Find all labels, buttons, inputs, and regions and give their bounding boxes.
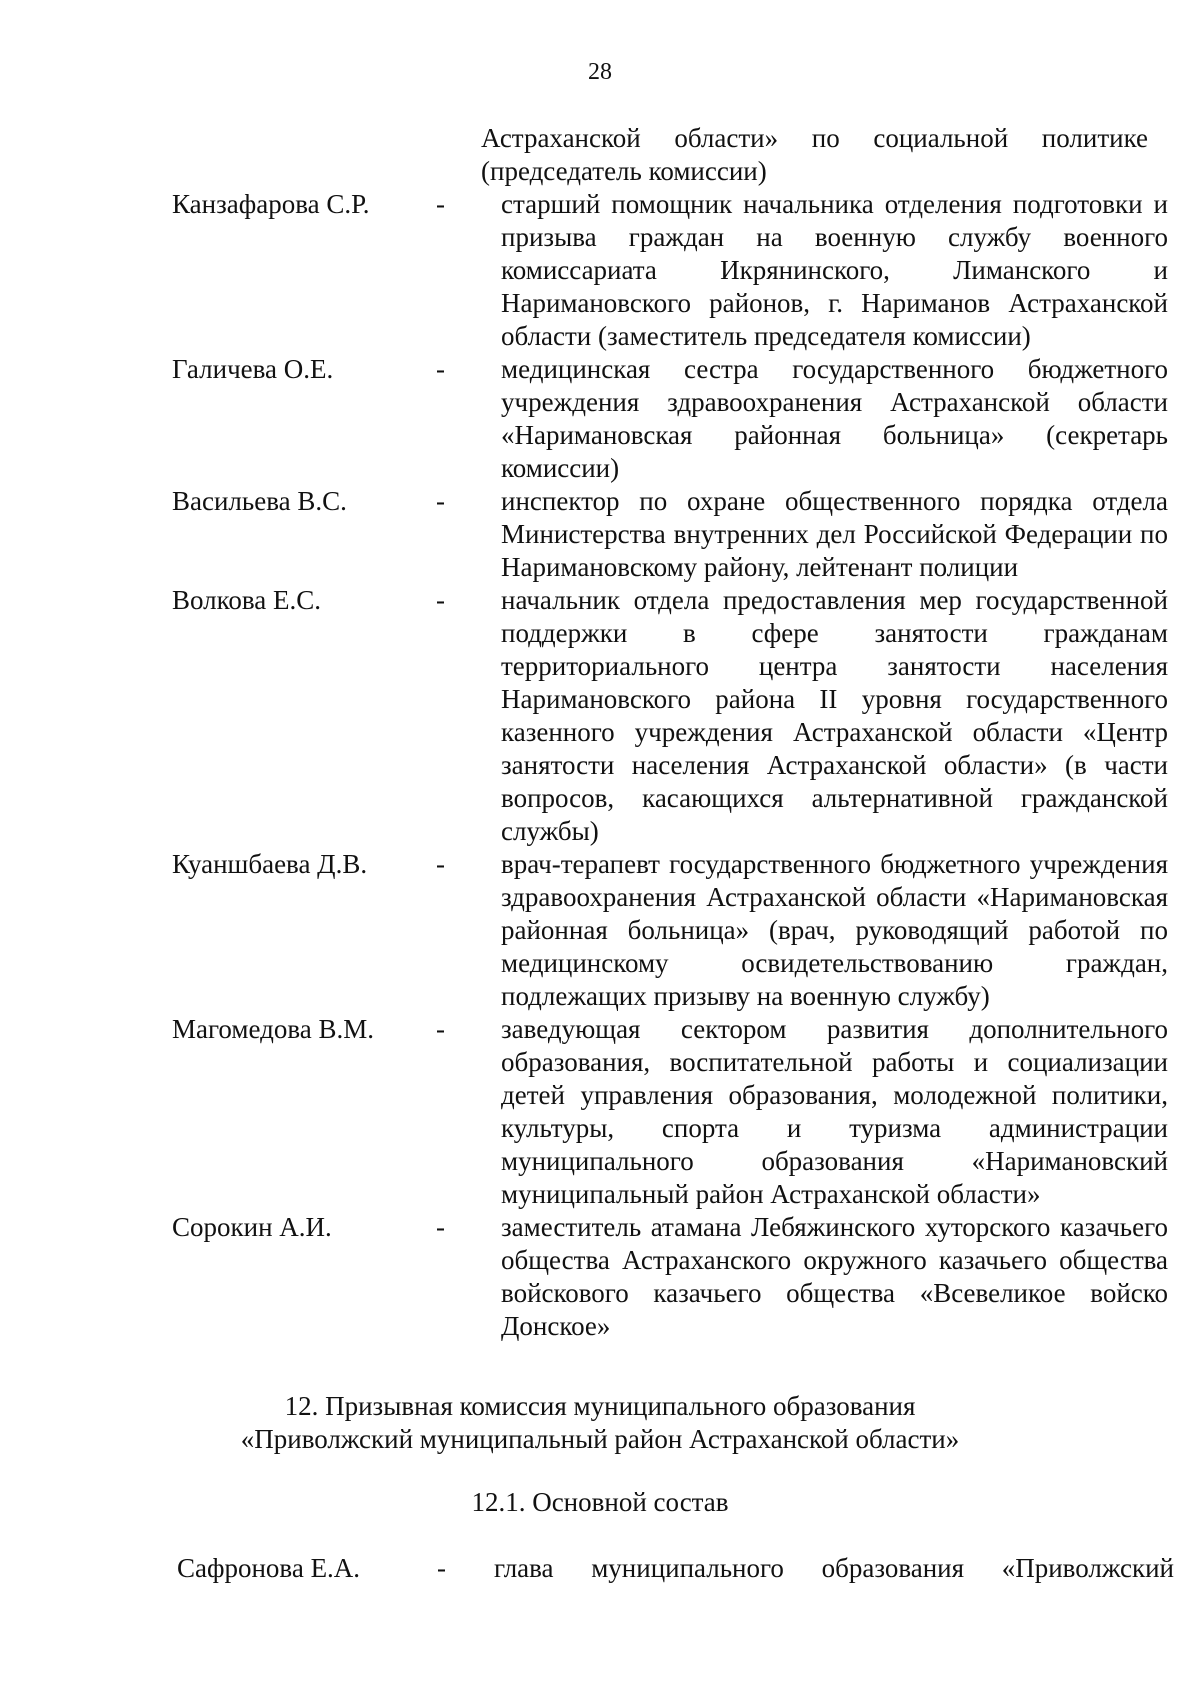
member-dash: - xyxy=(437,1553,446,1583)
member-dash: - xyxy=(436,354,445,384)
member-description: начальник отдела предоставления мер государственной поддержки в сфере занятости гражданам территориального центра занятости населения Наримановского района II уровня государственного казенного учреждения Астраханской области «Центр занятости населения Астраханской области» (в части вопросов, касающихся альтернативной гражданской службы) xyxy=(501,585,1168,846)
member-description: инспектор по охране общественного порядка отдела Министерства внутренних дел Российской Федерации по Наримановскому району, лейтенант полиции xyxy=(501,486,1168,582)
member-name: Сафронова Е.А. xyxy=(177,1553,361,1583)
section-heading-line: «Приволжский муниципальный район Астраханской области» xyxy=(240,1424,960,1454)
member-description: медицинская сестра государственного бюджетного учреждения здравоохранения Астраханской области «Наримановская районная больница» (секретарь комиссии) xyxy=(501,354,1168,483)
member-dash: - xyxy=(436,189,445,219)
section-heading-line: 12. Призывная комиссия муниципального образования xyxy=(284,1391,916,1421)
member-name: Галичева О.Е. xyxy=(172,354,334,384)
member-row xyxy=(0,1552,1200,1585)
section-heading xyxy=(0,1390,1200,1456)
member-row xyxy=(0,353,1200,485)
member-row xyxy=(0,1013,1200,1211)
member-dash: - xyxy=(436,486,445,516)
page-number: 28 xyxy=(588,59,612,85)
member-description: старший помощник начальника отделения подготовки и призыва граждан на военную службу военного комиссариата Икрянинского, Лиманского и Наримановского районов, г. Нариманов Астраханской области (заместитель председателя комиссии) xyxy=(501,189,1168,351)
member-name: Сорокин А.И. xyxy=(172,1212,332,1242)
member-dash: - xyxy=(436,1014,445,1044)
member-name: Волкова Е.С. xyxy=(172,585,322,615)
member-description: заместитель атамана Лебяжинского хуторского казачьего общества Астраханского окружного казачьего общества войскового казачьего общества «Всевеликое войско Донское» xyxy=(501,1212,1168,1341)
member-list xyxy=(0,122,1200,1343)
member-dash: - xyxy=(436,849,445,879)
member-name: Магомедова В.М. xyxy=(172,1014,374,1044)
member-row xyxy=(0,485,1200,584)
continued-description: Астраханской области» по социальной политике (председатель комиссии) xyxy=(481,123,1148,186)
member-row xyxy=(0,584,1200,848)
member-description: заведующая сектором развития дополнительного образования, воспитательной работы и социализации детей управления образования, молодежной политики, культуры, спорта и туризма администрации муниципального образования «Наримановский муниципальный район Астраханской области» xyxy=(501,1014,1168,1209)
member-row xyxy=(0,1211,1200,1343)
member-row xyxy=(0,188,1200,353)
subsection-heading: 12.1. Основной состав xyxy=(471,1487,729,1517)
member-name: Канзафарова С.Р. xyxy=(172,189,370,219)
member-name: Куаншбаева Д.В. xyxy=(172,849,368,879)
member-dash: - xyxy=(436,1212,445,1242)
member-row xyxy=(0,848,1200,1013)
member-description: врач-терапевт государственного бюджетного учреждения здравоохранения Астраханской области «Наримановская районная больница» (врач, руководящий работой по медицинскому освидетельствованию граждан, подлежащих призыву на военную службу) xyxy=(501,849,1168,1011)
member-name: Васильева В.С. xyxy=(172,486,347,516)
member-dash: - xyxy=(436,585,445,615)
member-description: глава муниципального образования «Приволжский xyxy=(494,1553,1174,1583)
